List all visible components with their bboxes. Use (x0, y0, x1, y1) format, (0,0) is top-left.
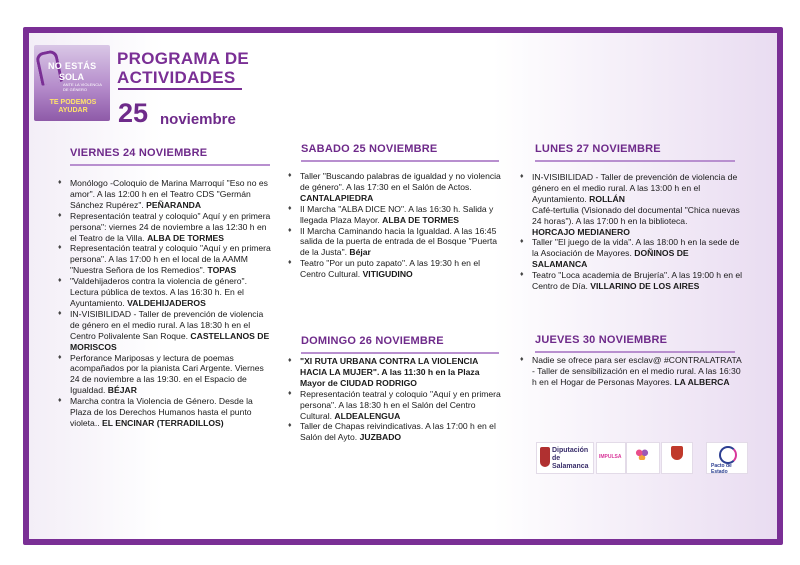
list-item: ♦ IN-VISIBILIDAD - Taller de prevención de violencia de género en el medio rural. A las 18:30 h en el Centro Polivalente San Roque. CASTELLANOS DE MORISCOS (56, 309, 272, 353)
program-title-line2: ACTIVIDADES (117, 68, 236, 87)
heading-jueves: JUEVES 30 NOVIEMBRE (535, 334, 668, 346)
list-lunes (518, 172, 744, 292)
logo-line3: TE PODEMOS AYUDAR (49, 99, 97, 114)
list-item: ♦ Taller de Chapas reivindicativas. A las 17:00 h en el Salón del Ayto. JUZBADO (286, 421, 502, 443)
list-jueves (518, 355, 744, 388)
sponsor-servicios-sociales (626, 442, 660, 474)
day-month: noviembre (160, 111, 236, 128)
list-item: ♦ II Marcha Caminando hacia la Igualdad. A las 16:45 salida de la puerta de entrada de el Bosque "Puerta de la Justa". Béjar (286, 226, 502, 259)
sponsor-pacto-name: Pacto de Estado (711, 463, 732, 475)
day-number: 25 (118, 98, 149, 128)
list-item: ♦ Taller "Buscando palabras de igualdad y no violencia de género". A las 17:30 en el Salón de Actos. CANTALAPIEDRA (286, 171, 502, 204)
heading-domingo: DOMINGO 26 NOVIEMBRE (301, 335, 444, 347)
sponsor-diputacion (536, 442, 594, 474)
heading-rule-viernes (70, 164, 270, 166)
heading-lunes: LUNES 27 NOVIEMBRE (535, 143, 661, 155)
list-item: ♦ Nadie se ofrece para ser esclav@ #CONTRALATRATA - Taller de sensibilización en el medio rural. A las 16:30 h en el Hogar de Personas Mayores. LA ALBERCA (518, 355, 744, 388)
program-title (117, 49, 249, 87)
logo-line2: SOLA (59, 72, 85, 82)
logo-line1: NO ESTÁS (48, 61, 97, 71)
flower-icon (635, 448, 649, 460)
list-item: ♦ IN-VISIBILIDAD - Taller de prevención de violencia de género en el medio rural. A las 13:00 h en el Ayuntamiento. ROLLÁN (518, 172, 744, 205)
pacto-ring-icon (719, 446, 737, 464)
logo-small-text: ANTE LA VIOLENCIA DE GÉNERO (63, 82, 102, 92)
list-domingo (286, 356, 502, 443)
list-item: ♦ Teatro "Loca academia de Brujería". A las 19:00 h en el Centro de Día. VILLARINO DE LOS AIRES (518, 270, 744, 292)
campaign-logo (34, 45, 110, 121)
list-item: ♦ Representación teatral y coloquio" Aquí y en primera persona": viernes 24 de noviembre a las 12:30 h en el Teatro de la Villa. ALBA DE TORMES (56, 211, 272, 244)
sponsor-logos (536, 442, 748, 475)
sponsor-diputacion-name: Diputación de Salamanca (552, 447, 589, 470)
list-item: Café-tertulia (Visionado del documental "Chica nuevas 24 horas"). A las 17:00 h en la biblioteca. HORCAJO MEDIANERO (532, 204, 740, 237)
list-sabado (286, 171, 502, 280)
list-viernes (56, 178, 272, 429)
list-item: ♦ Taller "El juego de la vida". A las 18:00 h en la sede de la Asociación de Mayores. DOÑINOS DE SALAMANCA (518, 237, 744, 270)
heading-rule-jueves (535, 351, 735, 353)
title-divider (118, 88, 242, 90)
crest-icon (540, 447, 550, 467)
heading-viernes: VIERNES 24 NOVIEMBRE (70, 147, 208, 159)
list-item: ♦ Marcha contra la Violencia de Género. Desde la Plaza de los Derechos Humanos hasta el punto violeta.. EL ENCINAR (TERRADILLOS) (56, 396, 272, 429)
heading-rule-domingo (301, 352, 499, 354)
program-title-line1: PROGRAMA DE (117, 49, 250, 68)
sponsor-junta (661, 442, 693, 474)
list-item: ♦ Representación teatral y coloquio "Aquí y en primera persona". A las 17:00 h en el local de la AAMM "Nuestra Señora de los Remedios". TOPAS (56, 243, 272, 276)
list-item: ♦ Teatro "Por un puto zapato". A las 19:30 h en el Centro Cultural. VITIGUDINO (286, 258, 502, 280)
heading-rule-lunes (535, 160, 735, 162)
list-item: ♦ "XI RUTA URBANA CONTRA LA VIOLENCIA HACIA LA MUJER". A las 11:30 h en la Plaza Mayor de CIUDAD RODRIGO (286, 356, 502, 389)
list-item: ♦ Monólogo -Coloquio de Marina Marroquí "Eso no es amor". A las 12:00 h en el Teatro CDS "Germán Sánchez Rupérez". PEÑARANDA (56, 178, 272, 211)
list-item: ♦ "Valdehijaderos contra la violencia de género". Lectura pública de textos. A las 16:30 h. En el Ayuntamiento. VALDEHIJADEROS (56, 276, 272, 309)
list-item: ♦ Representación teatral y coloquio "Aquí y en primera persona". A las 18:30 h en el Salón del Centro Cultural. ALDEALENGUA (286, 389, 502, 422)
list-item: ♦ Perforance Mariposas y lectura de poemas acompañados por la pianista Cari Argente. Viernes 24 de noviembre a las 19:30. en el Espacio de Igualdad. BÉJAR (56, 353, 272, 397)
sponsor-impulsa (596, 442, 626, 474)
list-item: ♦ II Marcha "ALBA DICE NO". A las 16:30 h. Salida y llegada Plaza Mayor. ALBA DE TORMES (286, 204, 502, 226)
sponsor-pacto (706, 442, 748, 474)
heading-rule-sabado (301, 160, 499, 162)
sponsor-impulsa-name: IMPULSA (599, 454, 622, 460)
crest-icon (671, 446, 683, 460)
heading-sabado: SABADO 25 NOVIEMBRE (301, 143, 438, 155)
